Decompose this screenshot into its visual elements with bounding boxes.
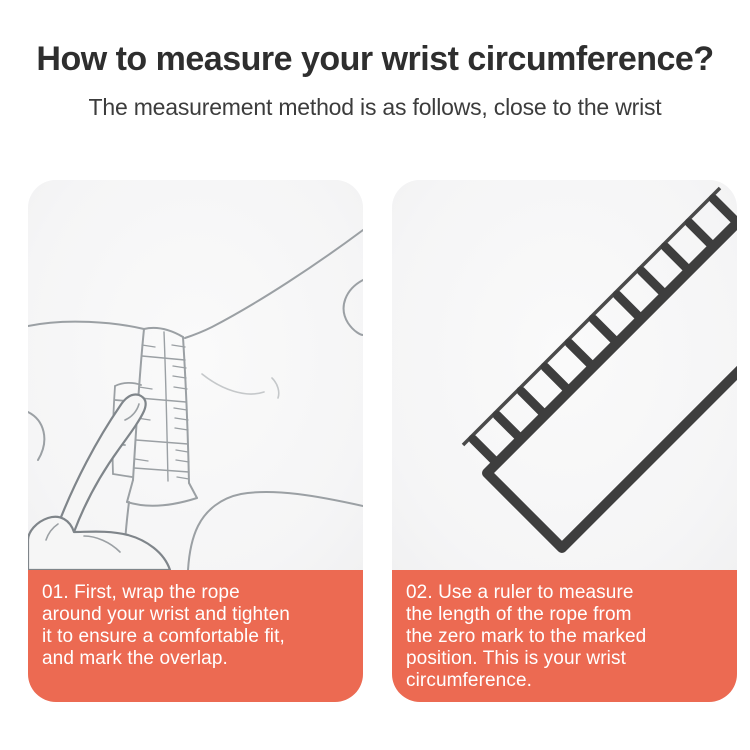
- ruler-illustration: [392, 180, 737, 570]
- step-1-caption: [28, 570, 363, 702]
- caption-line: 01. First, wrap the rope: [42, 582, 240, 603]
- caption-line: the length of the rope from: [406, 604, 632, 625]
- caption-line: it to ensure a comfortable fit,: [42, 626, 285, 647]
- caption-line: 02. Use a ruler to measure: [406, 582, 634, 603]
- step-card-1: [28, 180, 363, 702]
- step-1-illustration-area: [28, 180, 363, 570]
- caption-line: around your wrist and tighten: [42, 604, 290, 625]
- step-2-illustration-area: [392, 180, 737, 570]
- step-2-caption: [392, 570, 737, 702]
- caption-line: and mark the overlap.: [42, 648, 228, 669]
- pointing-hand: [28, 517, 170, 570]
- caption-line: circumference.: [406, 670, 532, 691]
- caption-line: the zero mark to the marked: [406, 626, 647, 647]
- page-subtitle: The measurement method is as follows, close to the wrist: [88, 94, 662, 120]
- caption-line: position. This is your wrist: [406, 648, 626, 669]
- page-title: How to measure your wrist circumference?: [36, 40, 714, 78]
- ruler-body: [463, 180, 737, 548]
- wrist-measuring-tape-illustration: [28, 180, 363, 570]
- step-card-2: [392, 180, 737, 702]
